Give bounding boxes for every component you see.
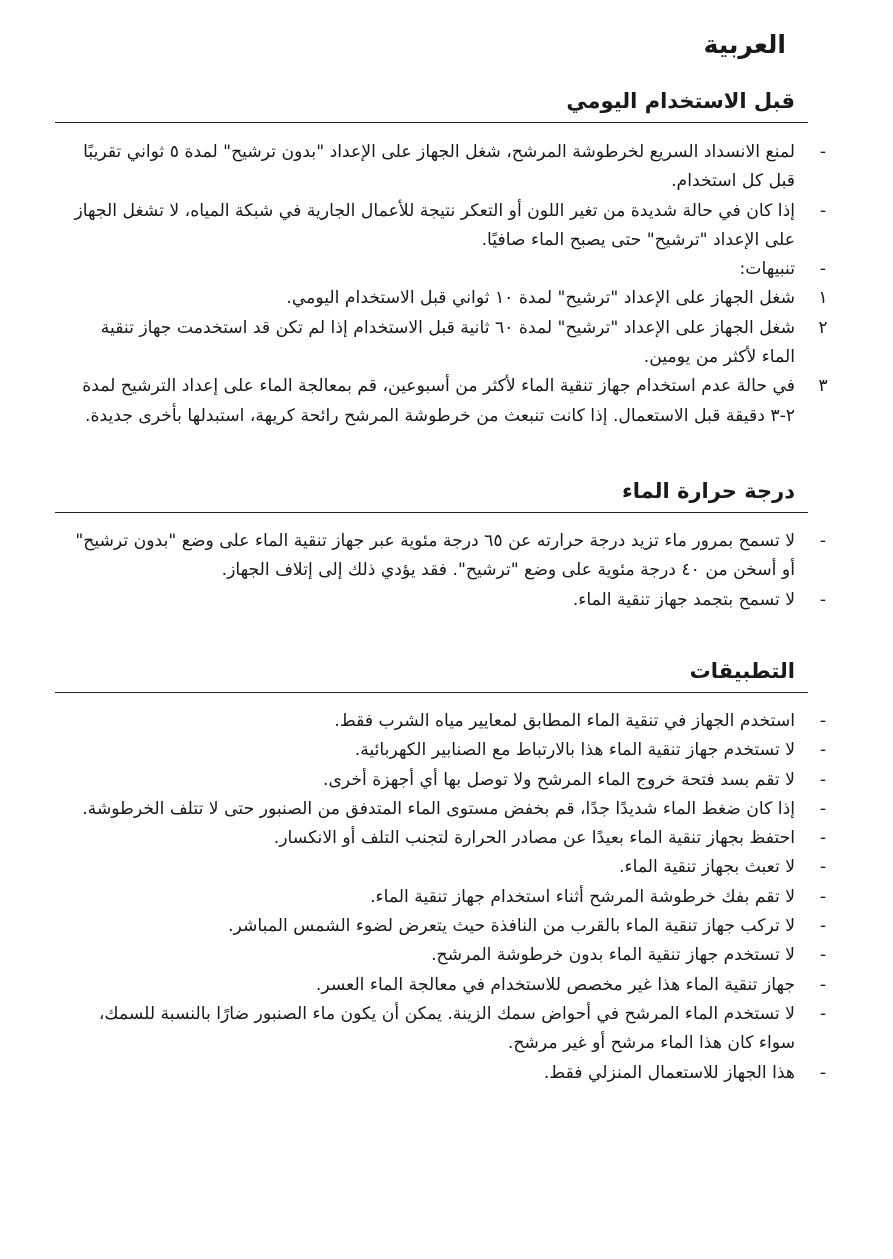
list-item-text: لا تستخدم جهاز تنقية الماء بدون خرطوشة المرشح. bbox=[431, 945, 795, 966]
list-marker: - bbox=[819, 740, 827, 761]
list-item-text: لا تسمح بمرور ماء تزيد درجة حرارته عن ٦٥ درجة مئوية عبر جهاز تنقية الماء على وضع "بدون ترشيح" أو أسخن من ٤٠ درجة مئوية على وضع "ترشيح". فقد يؤدي ذلك إلى إتلاف الجهاز. bbox=[75, 531, 795, 581]
list-item-text: إذا كان في حالة شديدة من تغير اللون أو التعكر نتيجة للأعمال الجارية في شبكة المياه، لا تشغل الجهاز على الإعداد "ترشيح" حتى يصبح الماء صافيًا. bbox=[74, 200, 795, 250]
section-title-applications: التطبيقات bbox=[689, 659, 795, 683]
list-item bbox=[58, 971, 833, 1000]
list-marker: - bbox=[819, 798, 827, 819]
list-item-text: لا تستخدم الماء المرشح في أحواض سمك الزينة. يمكن أن يكون ماء الصنبور ضارًا بالنسبة للسمك، سواء كان هذا الماء مرشح أو غير مرشح. bbox=[98, 1003, 795, 1054]
list-marker: - bbox=[819, 711, 827, 731]
list-item bbox=[58, 766, 833, 795]
section-divider bbox=[55, 692, 808, 693]
list-item bbox=[58, 314, 833, 373]
list-item-text: لا تسمح بتجمد جهاز تنقية الماء. bbox=[572, 589, 795, 610]
list-item bbox=[58, 527, 833, 586]
list-marker: - bbox=[819, 916, 827, 937]
list-marker: ٢ bbox=[818, 317, 828, 338]
list-marker: - bbox=[819, 974, 827, 995]
list-marker: - bbox=[819, 886, 827, 907]
list-item-text: تنبيهات: bbox=[739, 259, 795, 280]
list-marker: - bbox=[819, 1003, 827, 1024]
list-marker: - bbox=[819, 769, 827, 790]
list-marker: - bbox=[819, 142, 827, 162]
section-title-water-temperature: درجة حرارة الماء bbox=[621, 479, 795, 503]
list-item-text: إذا كان ضغط الماء شديدًا جدًا، قم بخفض مستوى الماء المتدفق من الصنبور حتى لا تتلف الخرطوشة. bbox=[82, 798, 795, 819]
list-item bbox=[58, 372, 833, 431]
list-marker: - bbox=[819, 828, 827, 849]
list-marker: - bbox=[819, 1062, 827, 1083]
list-item-text: لمنع الانسداد السريع لخرطوشة المرشح، شغل الجهاز على الإعداد "بدون ترشيح" لمدة ٥ ثواني تقريبًا قبل كل استخدام. bbox=[83, 142, 795, 192]
list-item bbox=[58, 284, 833, 313]
list-item bbox=[58, 197, 833, 256]
section-list-applications bbox=[58, 707, 833, 1088]
section-title-before-daily-use: قبل الاستخدام اليومي bbox=[566, 89, 795, 113]
list-item bbox=[58, 586, 833, 615]
list-item bbox=[58, 707, 833, 736]
list-marker: - bbox=[819, 200, 827, 221]
list-item bbox=[58, 912, 833, 941]
language-heading: العربية bbox=[703, 30, 786, 59]
list-item bbox=[58, 138, 833, 197]
list-item bbox=[58, 1059, 833, 1088]
list-item bbox=[58, 824, 833, 853]
section-divider bbox=[55, 122, 808, 123]
list-item-text: استخدم الجهاز في تنقية الماء المطابق لمعايير مياه الشرب فقط. bbox=[334, 711, 795, 731]
list-item-text: جهاز تنقية الماء هذا غير مخصص للاستخدام في معالجة الماء العسر. bbox=[315, 974, 795, 995]
list-item-text: لا تقم بفك خرطوشة المرشح أثناء استخدام جهاز تنقية الماء. bbox=[370, 886, 795, 907]
list-marker: - bbox=[819, 945, 827, 966]
list-item-text: لا تركب جهاز تنقية الماء بالقرب من النافذة حيث يتعرض لضوء الشمس المباشر. bbox=[228, 916, 795, 937]
list-item bbox=[58, 1000, 833, 1059]
list-marker: - bbox=[819, 857, 827, 878]
list-item-text: هذا الجهاز للاستعمال المنزلي فقط. bbox=[543, 1062, 795, 1083]
list-marker: ٣ bbox=[818, 376, 828, 397]
list-item-text: لا تستخدم جهاز تنقية الماء هذا بالارتباط مع الصنابير الكهربائية. bbox=[354, 740, 795, 761]
list-item-text: احتفظ بجهاز تنقية الماء بعيدًا عن مصادر الحرارة لتجنب التلف أو الانكسار. bbox=[273, 828, 795, 849]
list-marker: - bbox=[819, 259, 827, 280]
list-item-text: لا تقم بسد فتحة خروج الماء المرشح ولا توصل بها أي أجهزة أخرى. bbox=[323, 769, 795, 790]
list-item-text: شغل الجهاز على الإعداد "ترشيح" لمدة ٦٠ ثانية قبل الاستخدام إذا لم تكن قد استخدمت جهاز تنقية الماء لأكثر من يومين. bbox=[100, 317, 795, 368]
list-item bbox=[58, 255, 833, 284]
list-item bbox=[58, 941, 833, 970]
list-item bbox=[58, 736, 833, 765]
list-marker: - bbox=[819, 589, 827, 610]
section-list-water-temperature bbox=[58, 527, 833, 615]
section-divider bbox=[55, 512, 808, 513]
list-item bbox=[58, 883, 833, 912]
list-item bbox=[58, 853, 833, 882]
list-item-text: في حالة عدم استخدام جهاز تنقية الماء لأكثر من أسبوعين، قم بمعالجة الماء على إعداد الترشيح لمدة ٢-٣ دقيقة قبل الاستعمال. إذا كانت تنبعث من خرطوشة المرشح رائحة كريهة، استبدلها بأخرى جديدة. bbox=[82, 376, 795, 426]
list-marker: - bbox=[819, 531, 827, 551]
list-marker: ١ bbox=[818, 288, 828, 309]
section-list-before-daily-use bbox=[58, 138, 833, 431]
list-item-text: لا تعبث بجهاز تنقية الماء. bbox=[619, 857, 795, 878]
list-item bbox=[58, 795, 833, 824]
list-item-text: شغل الجهاز على الإعداد "ترشيح" لمدة ١٠ ثواني قبل الاستخدام اليومي. bbox=[286, 288, 795, 309]
